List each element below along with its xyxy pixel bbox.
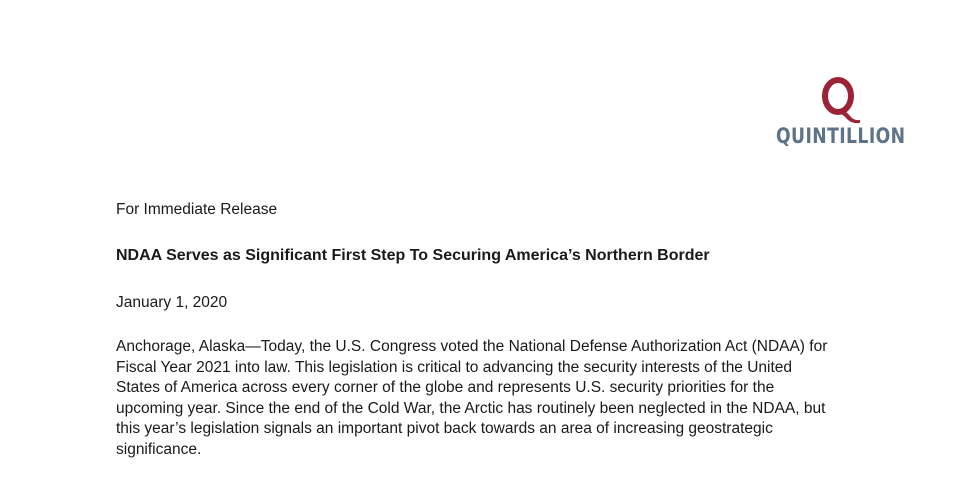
- body-line: States of America across every corner of the globe and represents U.S. security priorities for the: [116, 379, 775, 396]
- quintillion-logo: [770, 76, 910, 156]
- logo-wordmark: QUINTILLION: [776, 124, 906, 148]
- body-paragraph: [116, 337, 876, 460]
- headline: NDAA Serves as Significant First Step To Securing America’s Northern Border: [116, 247, 710, 264]
- body-line: Anchorage, Alaska—Today, the U.S. Congress voted the National Defense Authorization Act (NDAA) for: [116, 338, 828, 355]
- body-line: upcoming year. Since the end of the Cold War, the Arctic has routinely been neglected in the NDAA, but: [116, 399, 826, 417]
- release-date: January 1, 2020: [116, 294, 228, 311]
- body-line: Fiscal Year 2021 into law. This legislation is critical to advancing the security interests of the United: [116, 358, 793, 376]
- release-label: For Immediate Release: [116, 201, 278, 218]
- body-line: this year’s legislation signals an important pivot back towards an area of increasing geostrategic: [116, 420, 773, 437]
- body-line: significance.: [116, 440, 202, 458]
- q-logo-mark-icon: [816, 76, 864, 124]
